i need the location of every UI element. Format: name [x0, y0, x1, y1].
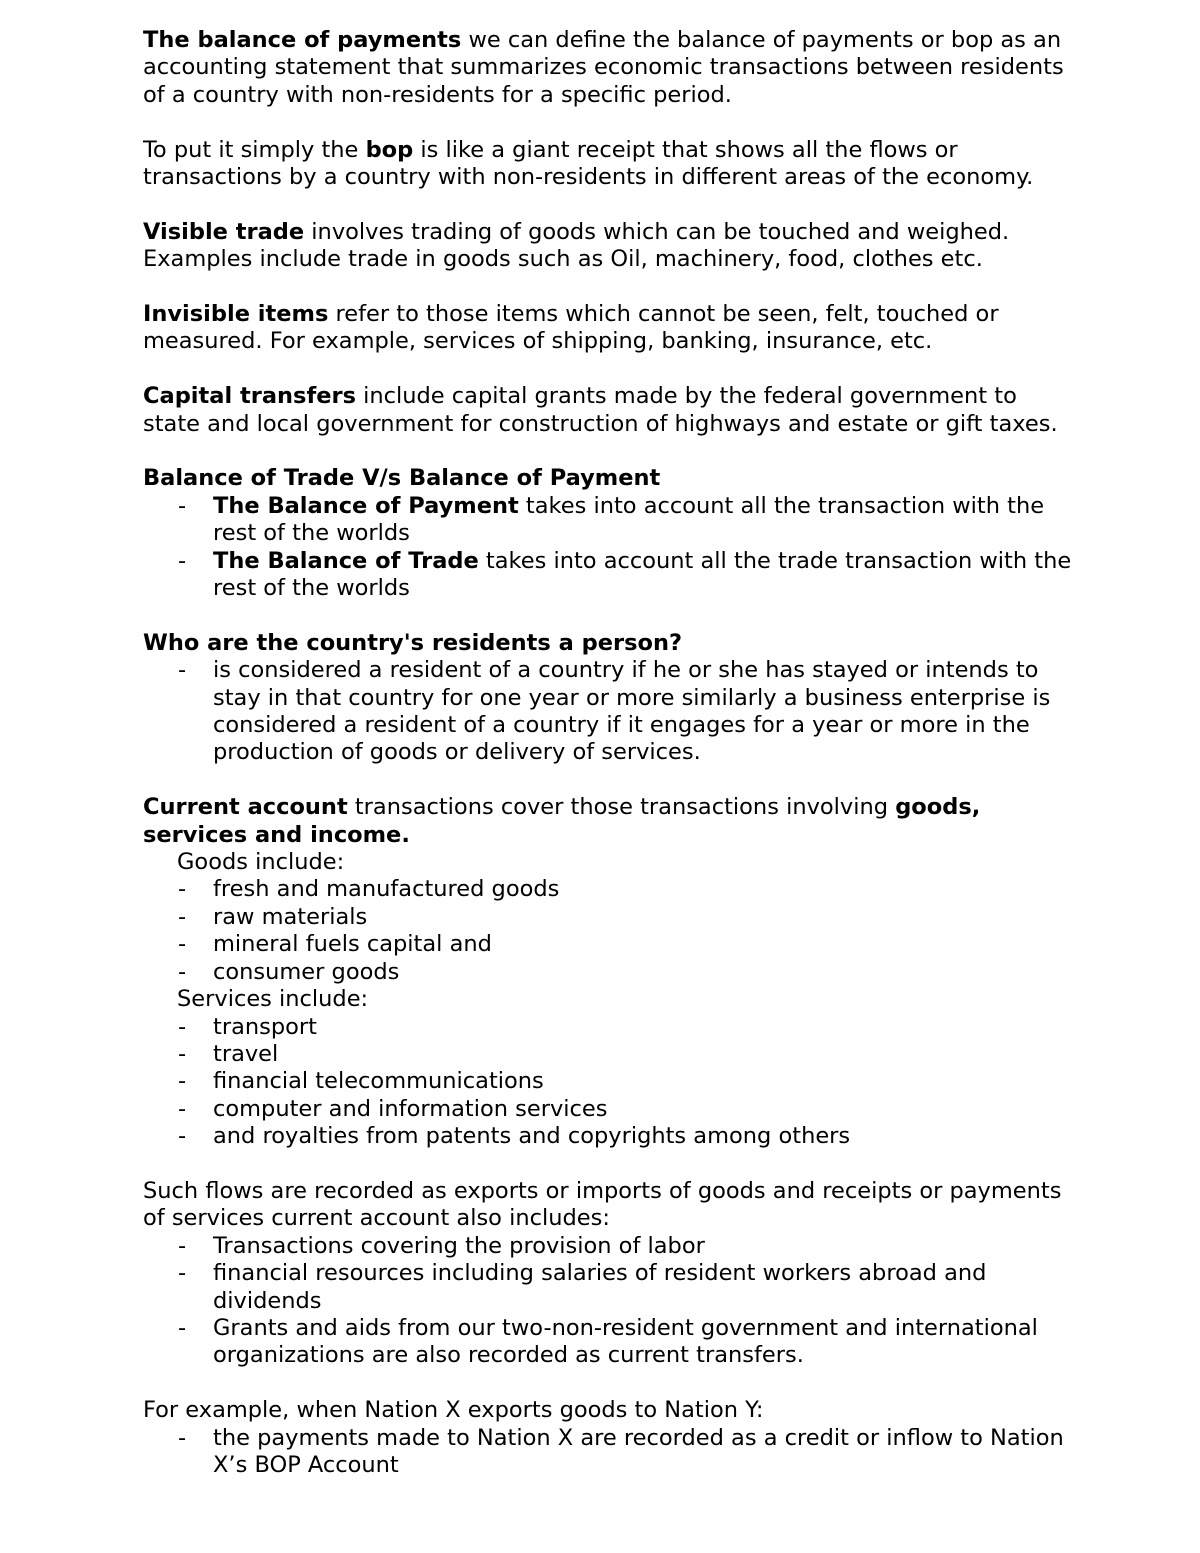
example-list — [143, 1425, 1073, 1480]
document-page — [143, 27, 1073, 1479]
list-item: - financial resources including salaries of resident workers abroad and dividends — [143, 1260, 1073, 1315]
bot-vs-bop-heading: Balance of Trade V/s Balance of Payment — [143, 465, 661, 492]
list-item: - financial telecommunications — [143, 1068, 1073, 1095]
list-item: - the payments made to Nation X are recorded as a credit or inflow to Nation X’s BOP Account — [143, 1425, 1073, 1480]
current-account-term: Current account — [143, 794, 348, 821]
list-item: - transport — [143, 1014, 1073, 1041]
list-item: - and royalties from patents and copyrights among others — [143, 1123, 1073, 1150]
bot-vs-bop-section — [143, 465, 1073, 602]
bop-simple-text: is like a giant receipt that shows all the flows or transactions by a country with non-residents in different areas of the economy. — [143, 136, 1034, 191]
list-item-text: takes into account all the transaction with the rest of the worlds — [213, 492, 1045, 547]
flows-section — [143, 1178, 1073, 1370]
spacer — [143, 767, 1073, 794]
residents-list — [143, 657, 1073, 767]
visible-trade-term: Visible trade — [143, 218, 305, 245]
list-item: - Grants and aids from our two-non-resident government and international organizations are also recorded as current transfers. — [143, 1315, 1073, 1370]
bop-simple-term: bop — [365, 136, 414, 163]
residents-heading: Who are the country's residents a person? — [143, 629, 683, 656]
capital-transfers-paragraph — [143, 383, 1073, 438]
bop-definition-text: we can define the balance of payments or bop as an accounting statement that summarizes economic transactions between residents of a country with non-residents for a specific period. — [143, 27, 1064, 108]
invisible-items-term: Invisible items — [143, 301, 329, 328]
goods-list — [143, 876, 1073, 986]
invisible-items-text: refer to those items which cannot be seen, felt, touched or measured. For example, services of shipping, banking, insurance, etc. — [143, 301, 999, 355]
goods-label: Goods include: — [177, 849, 345, 876]
current-account-text: transactions cover those transactions involving — [347, 794, 896, 821]
visible-trade-text: involves trading of goods which can be touched and weighed. Examples include trade in goods such as Oil, machinery, food, clothes etc. — [143, 218, 1010, 273]
invisible-items-paragraph — [143, 301, 1073, 356]
spacer — [143, 602, 1073, 629]
list-item: - travel — [143, 1041, 1073, 1068]
list-item-term: The Balance of Trade — [213, 547, 479, 574]
current-account-intro — [143, 794, 1073, 849]
services-label: Services include: — [177, 986, 369, 1013]
spacer — [143, 1370, 1073, 1397]
current-account-term-2: goods, services and income. — [143, 794, 981, 848]
list-item — [143, 493, 1073, 548]
example-section — [143, 1397, 1073, 1479]
example-text: For example, when Nation X exports goods to Nation Y: — [143, 1397, 764, 1424]
spacer — [143, 1151, 1073, 1178]
bop-simple-intro: To put it simply the — [143, 136, 366, 163]
bot-vs-bop-list — [143, 493, 1073, 603]
list-item: - consumer goods — [143, 959, 1073, 986]
capital-transfers-term: Capital transfers — [143, 383, 356, 410]
list-item: - Transactions covering the provision of labor — [143, 1233, 1073, 1260]
capital-transfers-text: include capital grants made by the federal government to state and local government for construction of highways and estate or gift taxes. — [143, 383, 1058, 437]
bop-simple-paragraph — [143, 137, 1073, 192]
list-item: - raw materials — [143, 904, 1073, 931]
residents-section — [143, 630, 1073, 767]
list-item-term: The Balance of Payment — [213, 492, 519, 519]
list-item-text: takes into account all the trade transaction with the rest of the worlds — [213, 547, 1072, 602]
current-account-section — [143, 794, 1073, 1150]
services-list — [143, 1014, 1073, 1151]
flows-text: Such flows are recorded as exports or imports of goods and receipts or payments of services current account also includes: — [143, 1177, 1062, 1232]
list-item — [143, 548, 1073, 603]
bop-definition-term: The balance of payments — [143, 27, 462, 53]
list-item: - is considered a resident of a country if he or she has stayed or intends to stay in that country for one year or more similarly a business enterprise is considered a resident of a country if it engages for a year or more in the production of goods or delivery of services. — [143, 657, 1073, 767]
list-item: - computer and information services — [143, 1096, 1073, 1123]
list-item: - mineral fuels capital and — [143, 931, 1073, 958]
visible-trade-paragraph — [143, 219, 1073, 274]
bop-definition-paragraph — [143, 27, 1073, 109]
flows-list — [143, 1233, 1073, 1370]
list-item: - fresh and manufactured goods — [143, 876, 1073, 903]
